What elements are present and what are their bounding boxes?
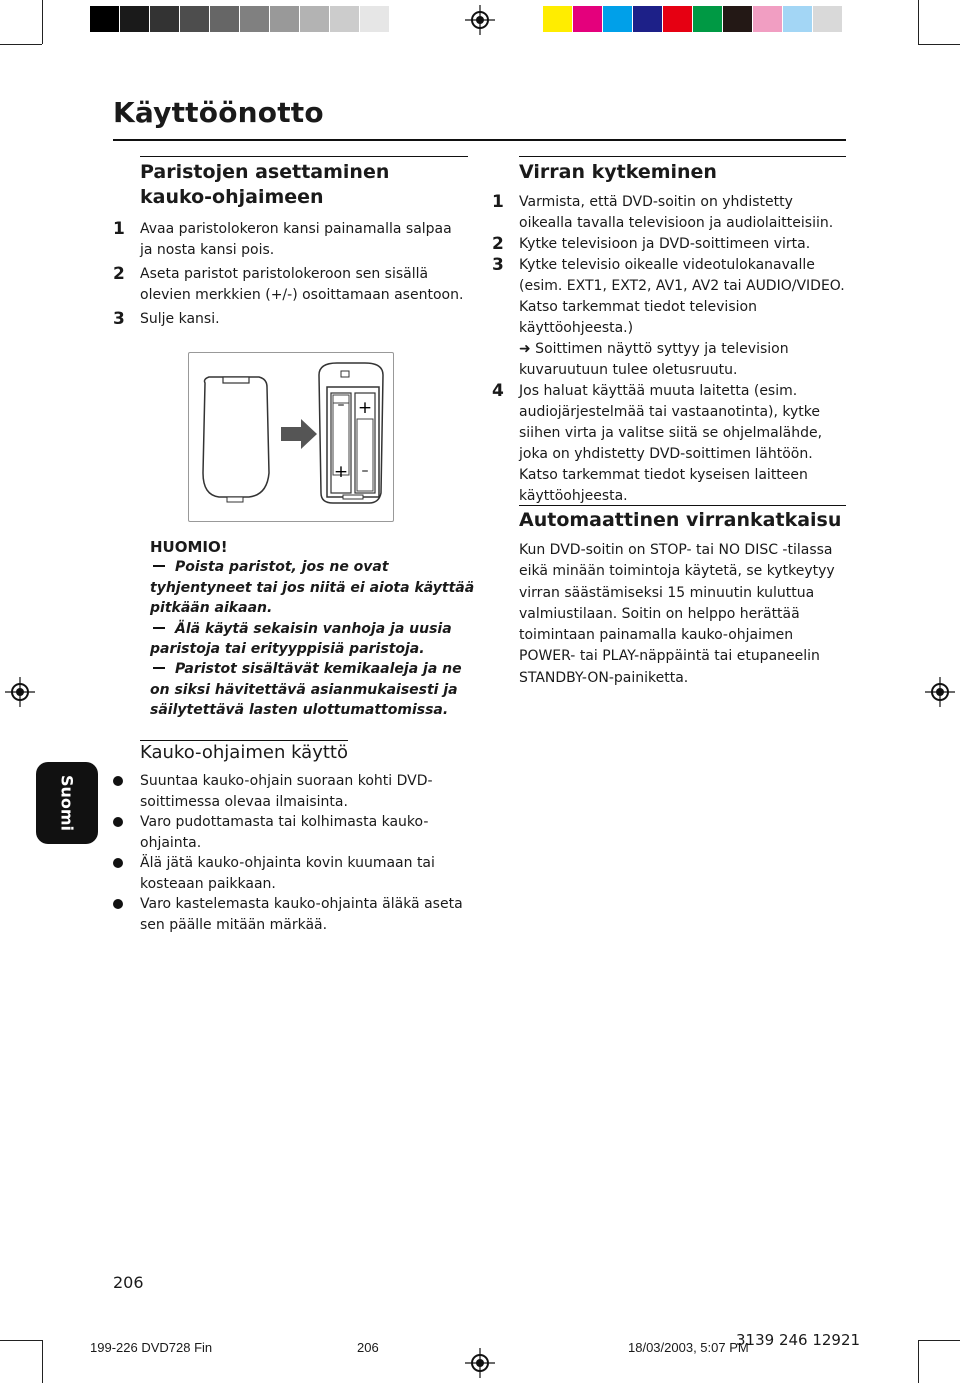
warning-item-text: Poista paristot, jos ne ovat tyhjentyneet tai jos niitä ei aiota käyttää pitkään aikaan. <box>150 559 475 617</box>
list-item <box>492 381 847 507</box>
list-item <box>113 771 471 812</box>
warning-item <box>150 619 475 660</box>
page-title: Käyttöönotto <box>113 96 324 129</box>
crop-mark <box>42 0 43 44</box>
dash-icon <box>153 565 165 567</box>
list-item <box>113 894 471 935</box>
bullet-icon <box>113 776 123 786</box>
minus-sign-bottom: – <box>361 463 369 479</box>
dash-icon <box>153 667 165 669</box>
list-item <box>113 812 471 853</box>
warning-box <box>150 537 475 721</box>
list-item-text: Suuntaa kauko-ohjain suoraan kohti DVD-soittimessa olevaa ilmaisinta. <box>140 773 433 810</box>
plus-sign-top: + <box>357 398 373 418</box>
crop-mark <box>0 44 42 45</box>
step-text: Varmista, että DVD-soitin on yhdistetty oikealla tavalla televisioon ja audiolaitteisiin. <box>519 194 834 231</box>
step-number: 3 <box>492 255 504 275</box>
battery-illustration <box>188 352 394 522</box>
power-on-title: Virran kytkeminen <box>519 161 717 183</box>
minus-sign-top: – <box>337 397 345 413</box>
color-strip <box>543 6 843 32</box>
list-item <box>113 309 468 330</box>
bullet-icon <box>113 817 123 827</box>
step-number: 1 <box>492 192 504 212</box>
remote-use-list <box>113 771 471 935</box>
list-item <box>113 853 471 894</box>
slug-date: 18/03/2003, 5:07 PM <box>628 1340 749 1355</box>
slug-file: 199-226 DVD728 Fin <box>90 1340 213 1355</box>
step-number: 2 <box>113 264 125 284</box>
language-tab <box>36 762 98 844</box>
section-rule <box>519 505 846 506</box>
list-item <box>492 255 847 381</box>
step-result: ➜ Soittimen näyttö syttyy ja television kuvaruutuun tulee oletusruutu. <box>519 341 789 378</box>
list-item-text: Varo pudottamasta tai kolhimasta kauko-ohjainta. <box>140 814 429 851</box>
warning-item-text: Paristot sisältävät kemikaaleja ja ne on siksi hävitettävä asianmukaisesti ja säilytettävä lasten ulottumattomissa. <box>150 661 462 719</box>
registration-mark-icon <box>465 5 495 35</box>
battery-steps <box>113 219 468 330</box>
list-item-text: Varo kastelemasta kauko-ohjainta äläkä aseta sen päälle mitään märkää. <box>140 896 463 933</box>
warning-title: HUOMIO! <box>150 538 228 556</box>
list-item <box>492 234 847 255</box>
registration-mark-icon <box>5 677 35 707</box>
list-item <box>113 264 468 306</box>
crop-mark <box>918 0 919 44</box>
crop-mark <box>42 1340 43 1383</box>
step-text: Avaa paristolokeron kansi painamalla salpaa ja nosta kansi pois. <box>140 221 452 258</box>
battery-section-title: Paristojen asettaminen kauko-ohjaimeen <box>140 161 390 208</box>
step-text: Kytke televisioon ja DVD-soittimeen virta. <box>519 236 811 252</box>
battery-insertion-drawing <box>189 353 393 521</box>
step-number: 4 <box>492 381 504 401</box>
auto-standby-text: Kun DVD-soitin on STOP- tai NO DISC -tilassa eikä minään toimintoja käytetä, se kytkeytyy virran säästämiseksi 15 minuutin kuluttua valmiustilaan. Soitin on helppo herättää toimintaan painamalla kauko-ohjaimen POWER- tai PLAY-näppäintä tai etupaneelin STANDBY-ON-painiketta. <box>519 542 835 686</box>
crop-mark <box>918 1340 960 1341</box>
crop-mark <box>918 1340 919 1383</box>
list-item-text: Älä jätä kauko-ohjainta kovin kuumaan tai kosteaan paikkaan. <box>140 855 435 892</box>
step-text: Kytke televisio oikealle videotulokanavalle (esim. EXT1, EXT2, AV1, AV2 tai AUDIO/VIDEO. Katso tarkemmat tiedot television käyttöohjeesta.) <box>519 257 845 336</box>
bullet-icon <box>113 858 123 868</box>
plus-sign-bottom: + <box>333 462 349 482</box>
section-rule <box>519 156 846 157</box>
crop-mark <box>918 44 960 45</box>
grayscale-strip <box>90 6 390 32</box>
warning-item-text: Älä käytä sekaisin vanhoja ja uusia paristoja tai erityyppisiä paristoja. <box>150 620 452 658</box>
step-text: Jos haluat käyttää muuta laitetta (esim. audiojärjestelmää tai vastaanotinta), kytke siihen virta ja valitse siitä se ohjelmalähde, joka on yhdistetty DVD-soittimen lähtöön. Katso tarkemmat tiedot kyseisen laitteen käyttöohjeesta. <box>519 383 823 504</box>
step-number: 2 <box>492 234 504 254</box>
step-number: 1 <box>113 219 125 239</box>
registration-mark-icon <box>925 677 955 707</box>
slug-page: 206 <box>357 1340 379 1355</box>
step-text: Aseta paristot paristolokeroon sen sisällä olevien merkkien (+/-) osoittamaan asentoon. <box>140 266 464 303</box>
list-item <box>492 192 847 234</box>
section-rule <box>140 156 468 157</box>
page-number: 206 <box>113 1273 144 1292</box>
crop-mark <box>0 1340 42 1341</box>
remote-use-title: Kauko-ohjaimen käyttö <box>140 742 348 763</box>
slug-code: 3139 246 12921 <box>736 1331 861 1349</box>
dash-icon <box>153 627 165 629</box>
list-item <box>113 219 468 261</box>
auto-standby-title: Automaattinen virrankatkaisu <box>519 509 842 531</box>
language-tab-label: Suomi <box>57 774 77 832</box>
step-text: Sulje kansi. <box>140 311 220 327</box>
step-number: 3 <box>113 309 125 329</box>
power-on-steps <box>492 192 847 507</box>
title-rule <box>113 139 846 141</box>
registration-mark-icon <box>465 1348 495 1378</box>
warning-item <box>150 557 475 618</box>
warning-item <box>150 659 475 720</box>
bullet-icon <box>113 899 123 909</box>
